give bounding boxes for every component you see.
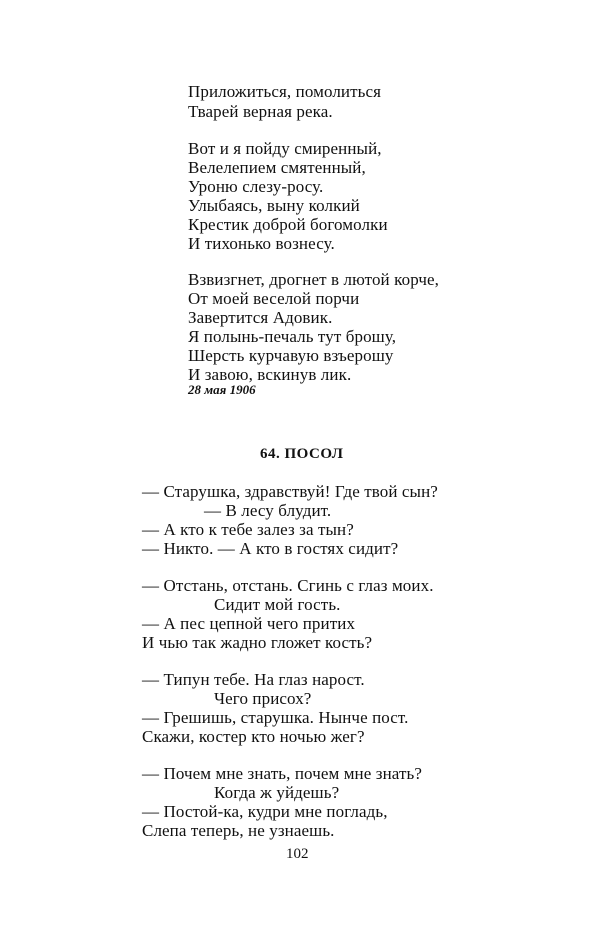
poem-line: — Старушка, здравствуй! Где твой сын? <box>142 482 438 501</box>
poem-date: 28 мая 1906 <box>188 382 256 397</box>
poem-line: — А пес цепной чего притих <box>142 614 356 633</box>
poem-line: Улыбаясь, выну колкий <box>188 196 360 215</box>
poem-line: Приложиться, помолиться <box>188 82 382 101</box>
poem-line: Слепа теперь, не узнаешь. <box>142 821 335 840</box>
poem-line: — Отстань, отстань. Сгинь с глаз моих. <box>142 576 434 595</box>
poem-line: Велелепием смятенный, <box>188 158 366 177</box>
poem-line: Я полынь-печаль тут брошу, <box>188 327 397 346</box>
poem-line: От моей веселой порчи <box>188 289 360 308</box>
poem-line: — Никто. — А кто в гостях сидит? <box>142 539 399 558</box>
poem-line: Уроню слезу-росу. <box>188 177 324 196</box>
poem-line: Взвизгнет, дрогнет в лютой корче, <box>188 270 440 289</box>
poem-line: — Постой-ка, кудри мне погладь, <box>142 802 388 821</box>
poem-line: Когда ж уйдешь? <box>214 783 340 802</box>
poem-line: — Почем мне знать, почем мне знать? <box>142 764 422 783</box>
poem-line: Чего присох? <box>214 689 312 708</box>
poem-line: — Типун тебе. На глаз нарост. <box>142 670 365 689</box>
page-number: 102 <box>286 846 309 862</box>
poem-line: Завертится Адовик. <box>188 308 333 327</box>
poem-line: — В лесу блудит. <box>204 501 332 520</box>
poem-line: Скажи, костер кто ночью жег? <box>142 727 365 746</box>
poem-line: Тварей верная река. <box>188 102 333 121</box>
poem-line: Вот и я пойду смиренный, <box>188 139 382 158</box>
poem-line: Крестик доброй богомолки <box>188 215 388 234</box>
poem-line: — Грешишь, старушка. Нынче пост. <box>142 708 409 727</box>
poem-line: И тихонько вознесу. <box>188 234 335 253</box>
poem-line: — А кто к тебе залез за тын? <box>142 520 354 539</box>
poem-line: Сидит мой гость. <box>214 595 341 614</box>
poem-title: 64. ПОСОЛ <box>260 446 344 462</box>
poem-line: Шерсть курчавую взъерошу <box>188 346 394 365</box>
poem-line: И чью так жадно гложет кость? <box>142 633 373 652</box>
poem-line: И завою, вскинув лик. <box>188 365 352 384</box>
